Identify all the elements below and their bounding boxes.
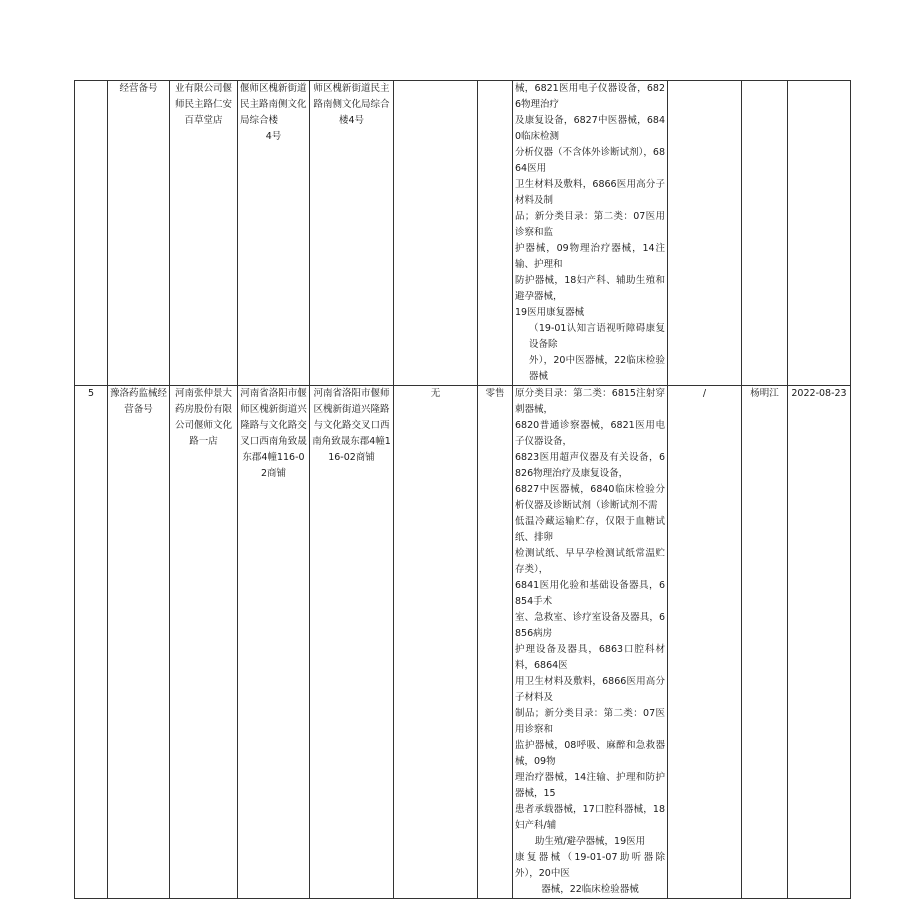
scope-line: 6820普通诊察器械，6821医用电子仪器设备， [515,420,665,447]
registered-address-line: 民主路南侧文化 [240,99,307,110]
scope-line: 及康复设备，6827中医器械，6840临床检测 [515,115,665,142]
person-cell [742,81,788,386]
row-number-cell [75,81,108,386]
cert-cell [668,81,742,386]
business-address-line: 师区槐新街道民主 [313,83,390,94]
scope-line: 6841医用化验和基础设备器具，6854手术 [515,580,665,607]
business-address-cell: 河南省洛阳市偃师区槐新街道兴隆路与文化路交叉口西南角致晟东郡4幢116-02商铺 [310,386,394,899]
registered-address-line: 局综合楼 [240,115,279,126]
scope-line: （19-01认知言语视听障碍康复设备除 [529,323,665,350]
cert-cell: / [668,386,742,899]
registration-table [74,80,851,899]
date-cell: 2022-08-23 [788,386,851,899]
storage-cell: 无 [394,386,478,899]
record-type-cell: 豫洛药监械经营备号 [108,386,170,899]
scope-line: 品；新分类目录：第二类：07医用诊察和监 [515,211,665,238]
business-scope-cell [513,81,668,386]
scope-line: 护理设备及器具，6863口腔科材料，6864医 [515,644,665,671]
scope-line: 6827中医器械，6840临床检验分析仪器及诊断试剂（诊断试剂不需 [515,484,665,511]
business-address-cell [310,81,394,386]
scope-line: 助生殖/避孕器械，19医用 [534,836,646,847]
scope-line: 械，6821医用电子仪器设备，6826物理治疗 [515,83,665,110]
scope-line: 理治疗器械，14注输、护理和防护器械，15 [515,772,665,799]
storage-cell [394,81,478,386]
company-name-cell: 业有限公司偃师民主路仁安百草堂店 [170,81,238,386]
scope-line: 护器械，09物理治疗器械，14注输、护理和 [515,243,665,270]
scope-line: 检测试纸、早早孕检测试纸常温贮存类）， [515,548,665,575]
scope-line: 器械，22临床检验器械 [541,884,639,895]
scope-line: 19医用康复器械 [515,307,585,318]
registered-address-cell: 河南省洛阳市偃师区槐新街道兴隆路与文化路交叉口西南角致晟东郡4幢116-02商铺 [238,386,310,899]
scope-line: 室、急救室、诊疗室设备及器具，6856病房 [515,612,665,639]
table-row [75,81,851,386]
scope-line: 分析仪器（不含体外诊断试剂），6864医用 [515,147,665,174]
business-address-line: 楼4号 [338,115,365,126]
registered-address-cell [238,81,310,386]
scope-line: 患者承载器械，17口腔科器械，18妇产科/辅 [515,804,665,831]
business-scope-cell [513,386,668,899]
scope-line: 制品；新分类目录：第二类：07医用诊察和 [515,708,665,735]
scope-line: 6823医用超声仪器及有关设备，6826物理治疗及康复设备， [515,452,665,479]
scope-line: 外），20中医器械，22临床检验器械 [529,355,665,382]
scope-line: 用卫生材料及敷料，6866医用高分子材料及 [515,676,665,703]
row-number-cell: 5 [75,386,108,899]
scope-line: 监护器械，08呼吸、麻醉和急救器械，09物 [515,740,665,767]
person-cell: 杨明江 [742,386,788,899]
scope-line: 康复器械（19-01-07助听器除外），20中医 [515,852,665,879]
record-type-cell: 经营备号 [108,81,170,386]
table-row [75,386,851,899]
company-name-cell: 河南张仲景大药房股份有限公司偃师文化路一店 [170,386,238,899]
scope-line: 低温冷藏运输贮存，仅限于血糖试纸、排卵 [515,516,665,543]
business-address-line: 路南侧文化局综合 [313,99,390,110]
scope-line: 原分类目录：第二类：6815注射穿刺器械， [515,388,665,415]
business-mode-cell: 零售 [478,386,513,899]
business-mode-cell [478,81,513,386]
scope-line: 卫生材料及敷料，6866医用高分子材料及制 [515,179,665,206]
registered-address-line: 偃师区槐新街道 [240,83,307,94]
registered-address-line: 4号 [265,131,282,142]
date-cell [788,81,851,386]
scope-line: 防护器械，18妇产科、辅助生殖和避孕器械， [515,275,665,302]
